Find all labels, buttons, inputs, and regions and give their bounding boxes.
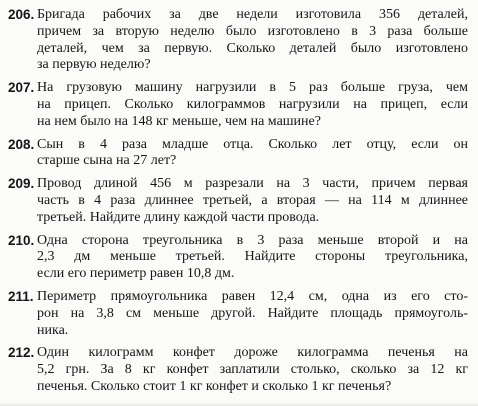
problem-212 bbox=[4, 345, 468, 395]
problem-text-line: 2,3 дм меньше третьей. Найдите стороны треугольника, bbox=[37, 249, 468, 265]
problem-text-line: Одна сторона треугольника в 3 раза меньше второй и на bbox=[37, 232, 468, 248]
problem-number: 206. bbox=[8, 7, 35, 22]
problem-number: 207. bbox=[8, 80, 35, 96]
problem-206 bbox=[4, 7, 468, 74]
problem-210 bbox=[4, 233, 468, 283]
problem-text-line: рон на 3,8 см меньше другой. Найдите площадь прямоуголь- bbox=[37, 305, 468, 321]
problem-text-line: Периметр прямоугольника равен 12,4 см, одна из его сто- bbox=[37, 288, 468, 304]
problem-text-line: Провод длиной 456 м разрезали на 3 части, причем первая bbox=[37, 176, 468, 192]
page-bottom-edge bbox=[0, 402, 478, 406]
problem-text-line: на прицеп. Сколько килограммов нагрузили на прицеп, если bbox=[37, 96, 468, 112]
problem-number: 212. bbox=[8, 345, 35, 361]
problem-207 bbox=[4, 80, 468, 130]
problem-text-line: причем за вторую неделю было изготовлено в 3 раза больше bbox=[37, 23, 468, 39]
problem-text-line: На грузовую машину нагрузили в 5 раз больше груза, чем bbox=[37, 80, 468, 96]
problem-text-line: если его периметр равен 10,8 дм. bbox=[37, 266, 235, 282]
problem-209 bbox=[4, 176, 468, 226]
problem-text-line: часть в 4 раза длиннее третьей, а вторая — на 114 м длиннее bbox=[37, 192, 468, 208]
problem-text-line: на нем было на 148 кг меньше, чем на машине? bbox=[37, 113, 321, 129]
problem-number: 208. bbox=[8, 136, 35, 152]
problem-number: 210. bbox=[8, 232, 35, 248]
problem-text-line: деталей, чем за первую. Сколько деталей было изготовлено bbox=[37, 40, 468, 56]
problem-text-line: Бригада рабочих за две недели изготовила 356 деталей, bbox=[37, 7, 468, 22]
problem-number: 209. bbox=[8, 176, 35, 192]
problem-text-line: Сын в 4 раза младше отца. Сколько лет отцу, если он bbox=[37, 136, 468, 152]
problem-text-line: Один килограмм конфет дороже килограмма печенья на bbox=[37, 345, 468, 361]
problem-text-line: за первую неделю? bbox=[37, 57, 151, 73]
problem-208 bbox=[4, 137, 468, 171]
problem-text-line: старше сына на 27 лет? bbox=[37, 153, 177, 169]
problem-text-line: 5,2 грн. За 8 кг конфет заплатили столько, сколько за 12 кг bbox=[37, 362, 468, 378]
problem-text-line: третьей. Найдите длину каждой части провода. bbox=[37, 209, 320, 225]
problem-text-line: ника. bbox=[37, 322, 69, 338]
problem-number: 211. bbox=[8, 288, 34, 304]
problem-text-line: печенья. Сколько стоит 1 кг конфет и сколько 1 кг печенья? bbox=[37, 378, 392, 394]
problem-211 bbox=[4, 289, 468, 339]
